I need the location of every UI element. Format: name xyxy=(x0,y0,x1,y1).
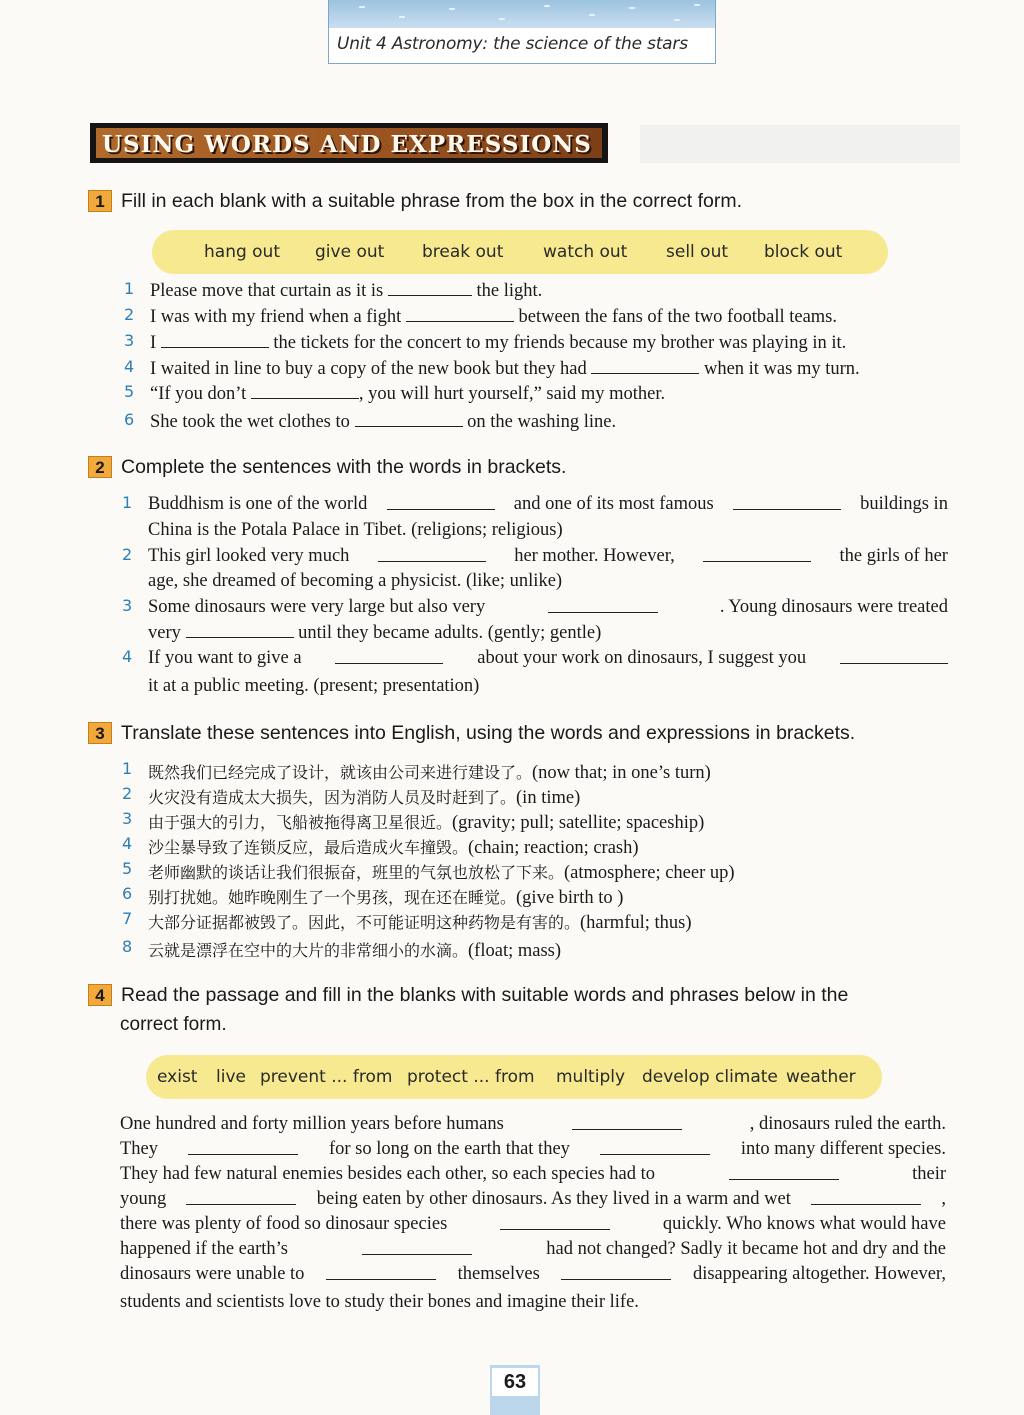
word-box-item: block out xyxy=(764,242,843,262)
sentence-text: about your work on dinosaurs, I suggest you xyxy=(477,648,807,668)
passage-text: themselves xyxy=(457,1264,540,1284)
answer-blank[interactable] xyxy=(188,1139,298,1155)
exercise-instruction: Translate these sentences into English, using the words and expressions in brackets. xyxy=(121,722,856,744)
hint-words: (harmful; thus) xyxy=(580,913,692,933)
page-number-tab xyxy=(490,1365,540,1415)
word-box-item: break out xyxy=(422,242,504,262)
answer-blank[interactable] xyxy=(335,648,443,664)
sentence-text: until they became adults. (gently; gentle) xyxy=(298,623,602,643)
item-number: 8 xyxy=(122,937,133,956)
item-number: 1 xyxy=(124,279,135,298)
word-box-item: watch out xyxy=(543,242,628,262)
passage-text: , dinosaurs ruled the earth. xyxy=(749,1114,946,1134)
sentence-text: Please move that curtain as it is xyxy=(150,281,384,301)
item-number: 2 xyxy=(124,305,135,324)
word-box xyxy=(152,230,888,274)
item-number: 3 xyxy=(124,331,135,350)
answer-blank[interactable] xyxy=(326,1264,436,1280)
passage-text: They xyxy=(120,1139,159,1159)
chinese-sentence: 别打扰她。她昨晚刚生了一个男孩，现在还在睡觉。 xyxy=(148,888,517,907)
list-item xyxy=(124,305,837,328)
exercise-instruction: Fill in each blank with a suitable phrase from the box in the correct form. xyxy=(121,190,743,212)
answer-blank[interactable] xyxy=(703,546,811,562)
answer-blank[interactable] xyxy=(600,1139,710,1155)
list-item xyxy=(122,493,948,515)
list-item xyxy=(122,937,562,962)
passage-text: for so long on the earth that they xyxy=(328,1139,570,1159)
answer-blank[interactable] xyxy=(378,546,486,562)
answer-blank[interactable] xyxy=(251,383,359,399)
exercise-4-heading xyxy=(88,984,848,1007)
item-number: 4 xyxy=(122,647,133,666)
answer-blank[interactable] xyxy=(161,332,269,348)
list-item xyxy=(122,784,581,809)
item-number: 1 xyxy=(122,759,133,778)
hint-words: (gravity; pull; satellite; spaceship) xyxy=(452,813,705,833)
item-number: 4 xyxy=(122,834,133,853)
item-number: 2 xyxy=(122,545,133,564)
hint-words: (chain; reaction; crash) xyxy=(468,838,639,858)
page-number: 63 xyxy=(492,1368,538,1396)
answer-blank[interactable] xyxy=(548,597,658,613)
word-box-item: develop xyxy=(642,1067,710,1087)
word-box-item: exist xyxy=(157,1067,198,1087)
answer-blank[interactable] xyxy=(355,411,463,427)
exercise-2-heading xyxy=(88,456,566,479)
passage-text: being eaten by other dinosaurs. As they lived in a warm and wet xyxy=(316,1189,791,1209)
item-number: 1 xyxy=(122,493,133,512)
sentence-text: She took the wet clothes to xyxy=(150,412,350,432)
answer-blank[interactable] xyxy=(388,280,472,296)
list-item xyxy=(124,410,617,433)
passage-line xyxy=(120,1214,946,1235)
passage-text: , xyxy=(941,1189,946,1209)
hint-words: (atmosphere; cheer up) xyxy=(564,863,735,883)
word-box-item: climate xyxy=(715,1067,778,1087)
sentence-text: I xyxy=(150,333,157,353)
word-box-item: live xyxy=(216,1067,246,1087)
passage-text: into many different species. xyxy=(740,1139,946,1159)
section-title: USING WORDS AND EXPRESSIONS xyxy=(102,131,592,158)
sentence-text: I waited in line to buy a copy of the new book but they had xyxy=(150,359,587,379)
list-item xyxy=(124,382,666,405)
list-item xyxy=(124,279,543,302)
sentence-text: , you will hurt yourself,” said my mother. xyxy=(358,384,666,404)
unit-title: Unit 4 Astronomy: the science of the stars xyxy=(337,34,688,54)
sentence-text: and one of its most famous xyxy=(513,494,714,514)
word-box-item: weather xyxy=(786,1067,856,1087)
answer-blank[interactable] xyxy=(572,1114,682,1130)
answer-blank[interactable] xyxy=(811,1189,921,1205)
passage-text: quickly. Who knows what would have xyxy=(662,1214,946,1234)
word-box-item: hang out xyxy=(204,242,281,262)
sentence-text: If you want to give a xyxy=(148,648,302,668)
sentence-text: between the fans of the two football teams. xyxy=(518,307,837,327)
passage-text: disappearing altogether. However, xyxy=(692,1264,946,1284)
bleed-through-banner xyxy=(640,125,960,163)
list-item xyxy=(122,596,948,618)
sentence-text: it at a public meeting. (present; presentation) xyxy=(148,676,480,696)
list-item xyxy=(122,647,948,669)
passage-text: dinosaurs were unable to xyxy=(120,1264,305,1284)
list-item xyxy=(122,884,624,909)
unit-header-tab xyxy=(328,0,716,64)
item-number: 3 xyxy=(122,809,133,828)
chinese-sentence: 老师幽默的谈话让我们很振奋，班里的气氛也放松了下来。 xyxy=(148,863,565,882)
list-item xyxy=(122,859,735,884)
item-number: 2 xyxy=(122,784,133,803)
passage-text: happened if the earth’s xyxy=(120,1239,288,1259)
list-item xyxy=(122,909,692,934)
exercise-number-badge: 4 xyxy=(88,984,112,1006)
answer-blank[interactable] xyxy=(500,1214,610,1230)
item-number: 7 xyxy=(122,909,133,928)
passage-line xyxy=(120,1164,946,1185)
answer-blank[interactable] xyxy=(387,494,495,510)
passage-line xyxy=(120,1264,946,1285)
sentence-text: I was with my friend when a fight xyxy=(150,307,402,327)
chinese-sentence: 由于强大的引力，飞船被拖得离卫星很近。 xyxy=(148,813,453,832)
passage-text: They had few natural enemies besides each other, so each species had to xyxy=(120,1164,656,1184)
exercise-number-badge: 1 xyxy=(88,190,112,212)
passage-text: their xyxy=(912,1164,946,1184)
sentence-text: Some dinosaurs were very large but also very xyxy=(148,597,486,617)
item-number: 3 xyxy=(122,596,133,615)
answer-blank[interactable] xyxy=(186,1189,296,1205)
passage-text: students and scientists love to study their bones and imagine their life. xyxy=(120,1292,639,1312)
sentence-text: . Young dinosaurs were treated xyxy=(719,597,948,617)
sentence-text: the girls of her xyxy=(839,546,948,566)
answer-blank[interactable] xyxy=(729,1164,839,1180)
sentence-text: when it was my turn. xyxy=(703,359,860,379)
exercise-instruction: Complete the sentences with the words in brackets. xyxy=(121,456,567,478)
answer-blank[interactable] xyxy=(186,622,294,638)
list-item xyxy=(122,809,705,834)
chinese-sentence: 沙尘暴导致了连锁反应，最后造成火车撞毁。 xyxy=(148,838,469,857)
list-item xyxy=(124,357,860,380)
list-item xyxy=(124,331,847,354)
hint-words: (float; mass) xyxy=(468,941,562,961)
sentence-text: This girl looked very much xyxy=(148,546,350,566)
passage-line xyxy=(120,1239,946,1260)
sentence-text: on the washing line. xyxy=(467,412,617,432)
passage-text: had not changed? Sadly it became hot and dry and the xyxy=(546,1239,946,1259)
list-item-continued xyxy=(148,622,601,644)
item-number: 6 xyxy=(122,884,133,903)
passage-text: there was plenty of food so dinosaur species xyxy=(120,1214,448,1234)
answer-blank[interactable] xyxy=(561,1264,671,1280)
list-item xyxy=(122,545,948,567)
starfield-decoration xyxy=(329,0,715,28)
hint-words: (now that; in one’s turn) xyxy=(532,763,711,783)
passage-line xyxy=(120,1189,946,1210)
sentence-text: “If you don’t xyxy=(150,384,247,404)
answer-blank[interactable] xyxy=(362,1239,472,1255)
item-number: 5 xyxy=(122,859,133,878)
passage-line xyxy=(120,1139,946,1160)
word-box-item: protect ... from xyxy=(407,1067,535,1087)
sentence-text: the light. xyxy=(476,281,543,301)
passage-text: young xyxy=(120,1189,167,1209)
list-item xyxy=(122,834,639,859)
item-number: 4 xyxy=(124,357,135,376)
item-number: 5 xyxy=(124,382,135,401)
hint-words: (in time) xyxy=(516,788,581,808)
sentence-text: her mother. However, xyxy=(514,546,675,566)
sentence-text: the tickets for the concert to my friends because my brother was playing in it. xyxy=(273,333,847,353)
item-number: 6 xyxy=(124,410,135,429)
sentence-text: very xyxy=(148,623,181,643)
chinese-sentence: 火灾没有造成太大损失，因为消防人员及时赶到了。 xyxy=(148,788,517,807)
sentence-text: buildings in xyxy=(860,494,948,514)
sentence-text: Buddhism is one of the world xyxy=(148,494,368,514)
answer-blank[interactable] xyxy=(591,358,699,374)
exercise-number-badge: 2 xyxy=(88,456,112,478)
passage-text: One hundred and forty million years before humans xyxy=(120,1114,504,1134)
answer-blank[interactable] xyxy=(406,306,514,322)
chinese-sentence: 云就是漂浮在空中的大片的非常细小的水滴。 xyxy=(148,941,469,960)
word-box-item: give out xyxy=(315,242,385,262)
exercise-number-badge: 3 xyxy=(88,722,112,744)
passage-line xyxy=(120,1114,946,1135)
list-item xyxy=(122,759,711,784)
word-box-item: multiply xyxy=(556,1067,626,1087)
exercise-instruction: Read the passage and fill in the blanks with suitable words and phrases below in the xyxy=(121,984,849,1006)
chinese-sentence: 既然我们已经完成了设计，就该由公司来进行建设了。 xyxy=(148,763,533,782)
word-box-item: sell out xyxy=(666,242,729,262)
sentence-text: age, she dreamed of becoming a physicist. (like; unlike) xyxy=(148,571,563,591)
hint-words: (give birth to ) xyxy=(516,888,624,908)
answer-blank[interactable] xyxy=(840,648,948,664)
sentence-text: China is the Potala Palace in Tibet. (religions; religious) xyxy=(148,520,563,540)
section-banner xyxy=(90,123,608,163)
word-box xyxy=(146,1055,882,1099)
exercise-3-heading xyxy=(88,722,855,745)
exercise-instruction: correct form. xyxy=(120,1014,227,1035)
exercise-1-heading xyxy=(88,190,742,213)
answer-blank[interactable] xyxy=(733,494,841,510)
word-box-item: prevent ... from xyxy=(260,1067,393,1087)
chinese-sentence: 大部分证据都被毁了。因此，不可能证明这种药物是有害的。 xyxy=(148,913,581,932)
